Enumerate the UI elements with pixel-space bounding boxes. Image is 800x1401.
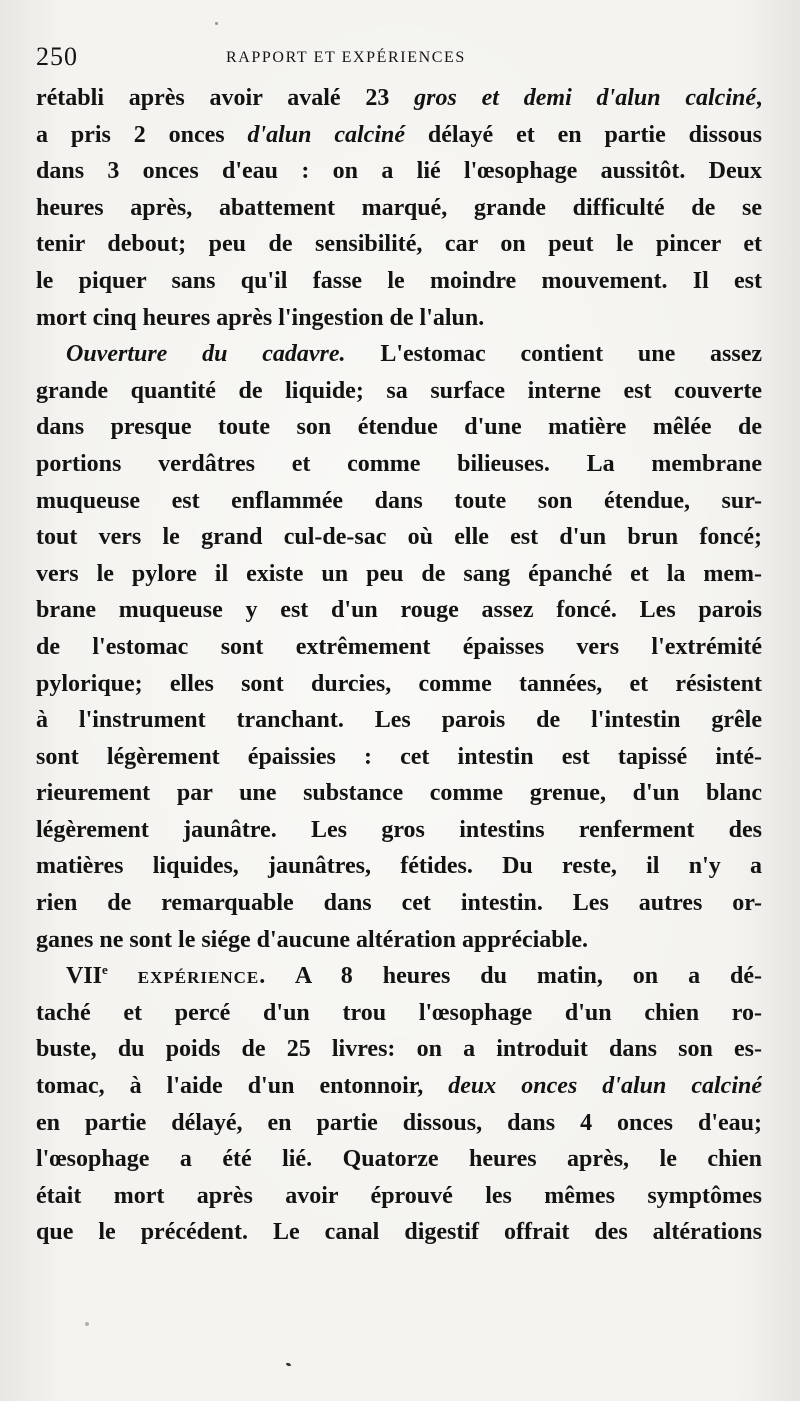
paragraph (36, 80, 762, 336)
text-run: l'œsophage a été lié. Quatorze heures après, le chien (36, 1146, 762, 1173)
text-line (36, 226, 762, 263)
text-run: en partie délayé, en partie dissous, dans 4 onces d'eau; (36, 1109, 762, 1136)
text-line (36, 190, 762, 227)
text-line (36, 922, 762, 959)
text-line (36, 556, 762, 593)
small-caps-text: expérience. (137, 963, 267, 990)
text-line (36, 848, 762, 885)
text-line (36, 1031, 762, 1068)
page-number: 250 (36, 42, 78, 71)
paragraph (36, 336, 762, 958)
text-line (36, 519, 762, 556)
text-run: buste, du poids de 25 livres: on a introduit dans son es- (36, 1036, 762, 1063)
text-line (36, 409, 762, 446)
text-line (36, 483, 762, 520)
text-line (36, 1214, 762, 1251)
text-run: de l'estomac sont extrêmement épaisses vers l'extrémité (36, 633, 762, 660)
text-run: mort cinq heures après l'ingestion de l'alun. (36, 304, 485, 331)
text-line (36, 1178, 762, 1215)
running-header (36, 42, 764, 72)
text-line (36, 300, 762, 337)
text-run: dans presque toute son étendue d'une matière mêlée de (36, 414, 762, 441)
text-run: vers le pylore il existe un peu de sang épanché et la mem- (36, 560, 762, 587)
text-line (36, 702, 762, 739)
text-line (36, 446, 762, 483)
text-line (36, 80, 762, 117)
text-line (36, 592, 762, 629)
text-run: heures après, abattement marqué, grande difficulté de se (36, 194, 762, 221)
italic-text: Ouverture du cadavre. (66, 341, 346, 368)
text-run: sont légèrement épaissies : cet intestin est tapissé inté- (36, 743, 762, 770)
text-run: délayé et en partie dissous (405, 121, 762, 148)
text-line (36, 885, 762, 922)
text-run: pylorique; elles sont durcies, comme tannées, et résistent (36, 670, 762, 697)
text-run: que le précédent. Le canal digestif offrait des altérations (36, 1219, 762, 1246)
text-line (36, 336, 762, 373)
text-run: rien de remarquable dans cet intestin. Les autres or- (36, 890, 762, 917)
text-line (36, 117, 762, 154)
text-run: légèrement jaunâtre. Les gros intestins renferment des (36, 816, 762, 843)
italic-text: deux onces d'alun calciné (448, 1073, 762, 1100)
ink-speck (85, 1322, 89, 1326)
text-line (36, 995, 762, 1032)
text-run: L'estomac contient une assez (345, 341, 762, 368)
body-text (36, 80, 762, 1251)
running-title: RAPPORT ET EXPÉRIENCES (226, 49, 466, 66)
text-run: rieurement par une substance comme grenue, d'un blanc (36, 780, 762, 807)
text-run (108, 963, 138, 989)
text-run: tenir debout; peu de sensibilité, car on peut le pincer et (36, 231, 762, 258)
text-line (36, 153, 762, 190)
text-line (36, 958, 762, 995)
text-run: A 8 heures du matin, on a dé- (266, 963, 762, 990)
text-line (36, 1105, 762, 1142)
text-run: était mort après avoir éprouvé les mêmes symptômes (36, 1182, 762, 1209)
text-line (36, 263, 762, 300)
text-run: tomac, à l'aide d'un entonnoir, (36, 1073, 449, 1100)
text-run: portions verdâtres et comme bilieuses. La membrane (36, 450, 762, 477)
text-run: ganes ne sont le siége d'aucune altération appréciable. (36, 926, 588, 953)
text-line (36, 629, 762, 666)
text-run: matières liquides, jaunâtres, fétides. Du reste, il n'y a (36, 853, 762, 880)
text-run: grande quantité de liquide; sa surface interne est couverte (36, 377, 762, 404)
text-run: tout vers le grand cul-de-sac où elle est d'un brun foncé; (36, 524, 762, 551)
ink-speck (215, 22, 218, 25)
text-run: dans 3 onces d'eau : on a lié l'œsophage aussitôt. Deux (36, 158, 762, 185)
paragraph (36, 958, 762, 1251)
text-line (36, 812, 762, 849)
text-run: muqueuse est enflammée dans toute son étendue, sur- (36, 487, 762, 514)
text-run: taché et percé d'un trou l'œsophage d'un chien ro- (36, 999, 762, 1026)
text-run: , (756, 85, 762, 111)
text-run: a pris 2 onces (36, 121, 248, 148)
text-line (36, 666, 762, 703)
text-run: rétabli après avoir avalé 23 (36, 85, 415, 111)
text-run: brane muqueuse y est d'un rouge assez foncé. Les parois (36, 597, 762, 624)
text-line (36, 775, 762, 812)
text-line (36, 739, 762, 776)
italic-text: d'alun calciné (247, 121, 406, 148)
text-line (36, 1068, 762, 1105)
text-line (36, 1141, 762, 1178)
superscript: e (102, 962, 108, 978)
text-line (36, 373, 762, 410)
text-run: à l'instrument tranchant. Les parois de l'intestin grêle (36, 707, 762, 734)
text-run: VII (66, 963, 103, 990)
ink-speck (286, 1362, 292, 1367)
text-run: le piquer sans qu'il fasse le moindre mouvement. Il est (36, 267, 762, 294)
italic-text: gros et demi d'alun calciné (414, 85, 756, 111)
